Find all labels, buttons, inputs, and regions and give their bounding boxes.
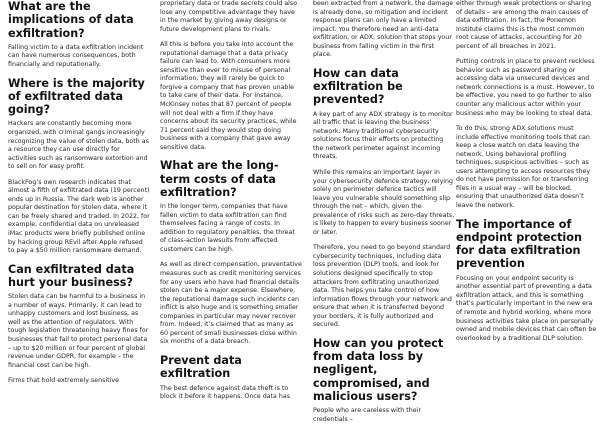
body-paragraph: As well as direct compensation, preventative measures such as credit monitoring services for any users who have had financial details stolen can be a major expense. Elsewhere, the reputational damage such incidents can inflict is also huge and is something smaller companies in particular may never recover from. Indeed, it’s claimed that as many as 60 percent of small businesses close within six months of a data breach. <box>160 261 302 346</box>
body-paragraph: All this is before you take into account the reputational damage that a data privacy failure can lead to. With consumers more sensitive than ever to misuse of personal information, they will rarely be quick to forgive a company that has proven unable to take care of their data. For instance, McKinsey notes that 87 percent of people will not deal with a firm if they have concerns about its security practices, while 71 percent said they would stop doing business with a company that gave away sensitive data. <box>160 41 297 151</box>
body-paragraph: Falling victim to a data exfiltration incident can have numerous consequences, both financially and reputationally. <box>8 43 144 68</box>
text-column-1 <box>8 0 150 424</box>
body-paragraph: Focusing on your endpoint security is another essential part of preventing a data exfiltration attack, and this is something that’s particularly important in the new era of remote and hybrid working, where more business activities take place on personally owned and mobile devices that can often be overlooked by a traditional DLP solution. <box>456 274 597 342</box>
body-paragraph: To do this, strong ADX solutions must include effective monitoring tools that can keep a close watch on data leaving the network. Using behavioral profiling techniques, suspicious activities – such as users attempting to access resources they do not have permission for or transferring files in a usual way – will be blocked, ensuring that unauthorized data doesn’t leave the network. <box>456 125 591 210</box>
section-heading: How can data exfiltration be prevented? <box>313 66 403 107</box>
body-paragraph: In the longer term, companies that have fallen victim to data exfiltration can find themselves facing a range of costs. In addition to regulatory penalties, the threat of class-action lawsuits from affected customers can be high. <box>160 203 295 253</box>
section-heading: Prevent data exfiltration <box>160 353 242 381</box>
text-column-2 <box>160 0 302 424</box>
body-paragraph: Firms that hold extremely sensitive <box>8 377 119 385</box>
section-heading: What are the long-term costs of data exfiltration? <box>160 159 279 199</box>
body-paragraph: proprietary data or trade secrets could also lose any competitive advantage they have in the market by giving away designs or future development plans to rivals. <box>160 0 298 33</box>
body-paragraph: People who are careless with their credentials – <box>313 407 421 423</box>
body-paragraph: BlackFog’s own research indicates that almost a fifth of exfiltrated data (19 percent) ends up in Russia. The dark web is another popular destination for stolen data, where it can be freely shared and traded. In 2022, for example, confidential data on unreleased iMac products were briefly published online by hacking group REvil after Apple refused to pay a $50 million ransomware demand. <box>8 178 150 255</box>
body-paragraph: Hackers are constantly becoming more organized, with criminal gangs increasingly recognizing the value of stolen data, both as a resource they can use directly for activities such as ransomware extortion and to sell on for easy profit. <box>8 120 149 171</box>
body-paragraph: Stolen data can be harmful to a business in a number of ways. Primarily, it can lead to unhappy customers and lost business, as well as the attention of regulators. With tough legislation threatening heavy fines for businesses that fail to protect personal data – up to $20 million or four percent of global revenue under GDPR, for example – the financial cost can be high. <box>8 293 149 369</box>
body-paragraph: been extracted from a network, the damage is already done, so mitigation and incident response plans can only have a limited impact. You therefore need an anti-data exfiltration, or ADX, solution that stops your business from falling victim in the first place. <box>313 0 454 59</box>
section-heading: Where is the majority of exfiltrated data going? <box>8 76 145 117</box>
text-column-4 <box>456 0 598 424</box>
body-paragraph: While this remains an important layer in your cybersecurity defence strategy, relying solely on perimeter defence tactics will leave you vulnerable should something slip through the net – which, given the prevalence of risks such as zero-day threats, is likely to happen to every business sooner or later. <box>313 169 455 236</box>
section-heading: The importance of endpoint protection for data exfiltration prevention <box>456 217 582 271</box>
text-column-3 <box>313 0 455 424</box>
section-heading: Can exfiltrated data hurt your business? <box>8 262 135 289</box>
body-paragraph: The best defence against data theft is to block it before it happens. Once data has <box>160 384 291 401</box>
section-heading: What are the implications of data exfiltration? <box>8 0 134 40</box>
body-paragraph: A key part of any ADX strategy is to monitor all traffic that is leaving the business’ network. Many traditional cybersecurity solutions focus their efforts on protecting the network perimeter against incoming threats. <box>313 110 453 161</box>
body-paragraph: Putting controls in place to prevent reckless behavior such as password sharing or accessing data via unsecured devices and network connections is a must. However, to be effective, you need to go further to also counter any malicious actor within your business who may be looking to steal data. <box>456 58 595 117</box>
body-paragraph: Therefore, you need to go beyond standard cybersecurity techniques, including data loss prevention (DLP) tools, and look for solutions designed specifically to stop attackers from exfiltrating unauthorized data. This helps you take control of how information flows through your network and ensure that when it is transferred beyond your borders, it is fully authorized and secured. <box>313 244 452 329</box>
section-heading: How can you protect from data loss by negligent, compromised, and malicious users? <box>313 336 444 404</box>
body-paragraph: either through weak protections or sharing of details – are among the main causes of data exfiltration. In fact, the Ponemon Institute claims this is the most common root cause of attacks, accounting for 20 percent of all breaches in 2021. <box>456 0 592 50</box>
